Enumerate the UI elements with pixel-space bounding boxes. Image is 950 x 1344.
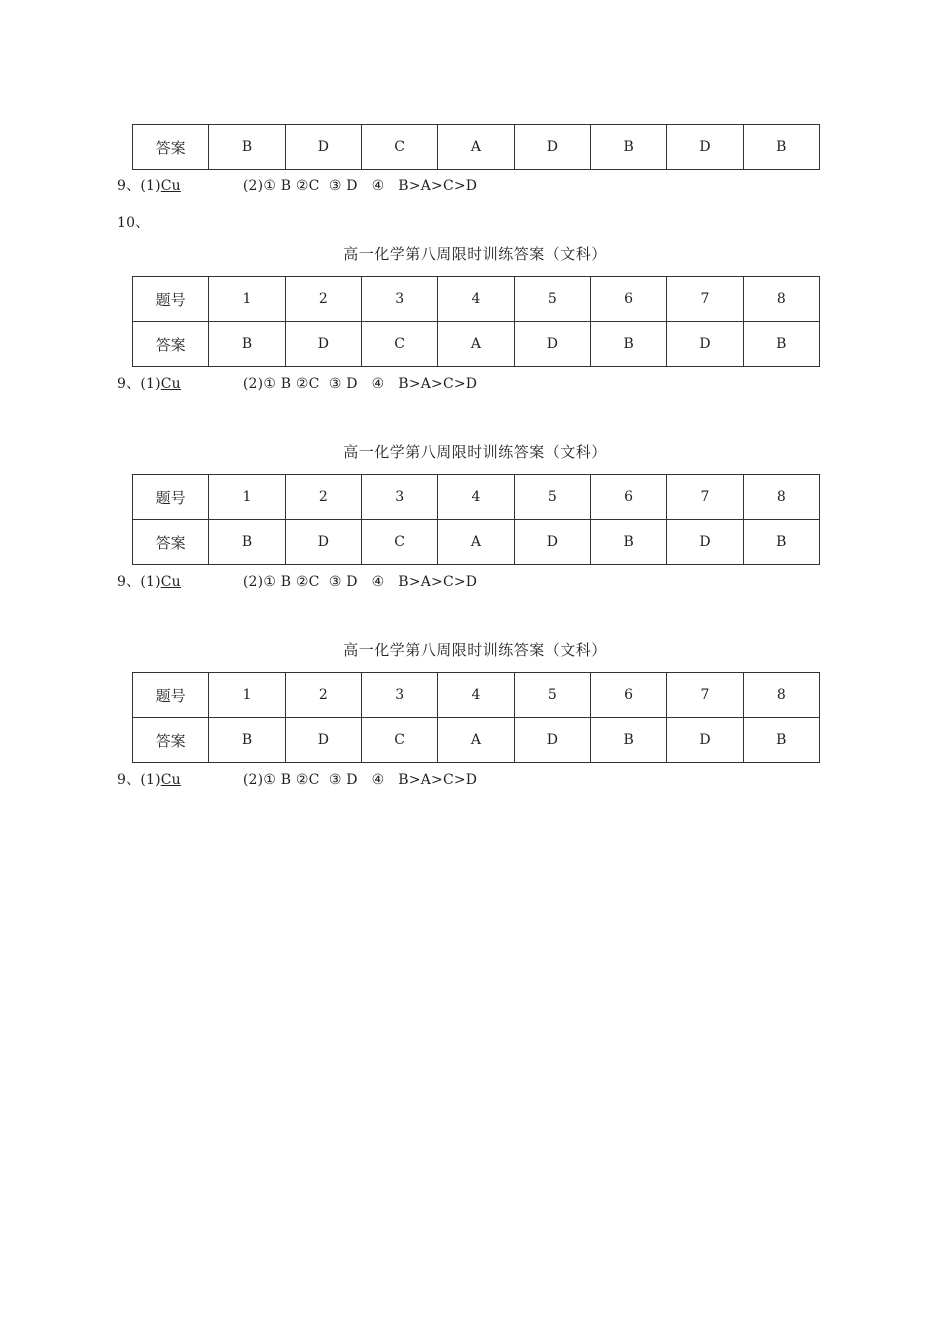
answer-cell-6: B bbox=[590, 125, 666, 170]
number-cell-4: 4 bbox=[438, 277, 514, 322]
answer-cell-7: D bbox=[667, 322, 743, 367]
q9-prefix: 9、 bbox=[117, 772, 141, 788]
q9-answer-line-3 bbox=[117, 769, 477, 789]
answer-row bbox=[133, 322, 820, 367]
answer-cell-8: B bbox=[743, 718, 819, 763]
answer-cell-6: B bbox=[590, 718, 666, 763]
answer-cell-7: D bbox=[667, 718, 743, 763]
answer-cell-2: D bbox=[285, 520, 361, 565]
number-row bbox=[133, 277, 820, 322]
number-cell-4: 4 bbox=[438, 475, 514, 520]
q9-part1: (1) bbox=[140, 376, 161, 392]
answer-cell-8: B bbox=[743, 125, 819, 170]
number-cell-2: 2 bbox=[285, 277, 361, 322]
number-cell-5: 5 bbox=[514, 475, 590, 520]
answer-row-label: 答案 bbox=[133, 125, 209, 170]
answer-cell-4: A bbox=[438, 322, 514, 367]
number-cell-7: 7 bbox=[667, 673, 743, 718]
number-row-label: 题号 bbox=[133, 673, 209, 718]
answer-cell-3: C bbox=[361, 718, 437, 763]
number-row bbox=[133, 673, 820, 718]
q9-part1: (1) bbox=[140, 772, 161, 788]
answer-row bbox=[133, 125, 820, 170]
q9-part1-answer: Cu bbox=[160, 772, 181, 788]
answer-cell-7: D bbox=[667, 520, 743, 565]
number-cell-6: 6 bbox=[590, 475, 666, 520]
q9-part2: (2)① B ②C ③ D ④ B>A>C>D bbox=[242, 178, 478, 194]
q9-part2: (2)① B ②C ③ D ④ B>A>C>D bbox=[242, 772, 478, 788]
q9-prefix: 9、 bbox=[117, 574, 141, 590]
answer-table-3 bbox=[132, 672, 820, 763]
answer-row-label: 答案 bbox=[133, 520, 209, 565]
answer-cell-1: B bbox=[209, 520, 285, 565]
q9-part1: (1) bbox=[140, 574, 161, 590]
q9-part2: (2)① B ②C ③ D ④ B>A>C>D bbox=[242, 574, 478, 590]
answer-cell-8: B bbox=[743, 322, 819, 367]
answer-cell-8: B bbox=[743, 520, 819, 565]
answer-cell-2: D bbox=[285, 322, 361, 367]
number-cell-6: 6 bbox=[590, 277, 666, 322]
answer-cell-3: C bbox=[361, 125, 437, 170]
answer-cell-5: D bbox=[514, 322, 590, 367]
number-cell-8: 8 bbox=[743, 277, 819, 322]
answer-cell-5: D bbox=[514, 718, 590, 763]
number-cell-2: 2 bbox=[285, 475, 361, 520]
answer-table-2 bbox=[132, 474, 820, 565]
answer-cell-4: A bbox=[438, 125, 514, 170]
answer-cell-3: C bbox=[361, 520, 437, 565]
answer-table-1 bbox=[132, 276, 820, 367]
number-cell-7: 7 bbox=[667, 475, 743, 520]
section-title-1: 高一化学第八周限时训练答案（文科） bbox=[343, 245, 607, 263]
answer-cell-6: B bbox=[590, 322, 666, 367]
answer-cell-6: B bbox=[590, 520, 666, 565]
answer-row bbox=[133, 718, 820, 763]
answer-cell-2: D bbox=[285, 718, 361, 763]
number-cell-5: 5 bbox=[514, 277, 590, 322]
answer-row bbox=[133, 520, 820, 565]
q9-part1: (1) bbox=[140, 178, 161, 194]
answer-cell-2: D bbox=[285, 125, 361, 170]
q9-answer-line-1 bbox=[117, 373, 477, 393]
number-cell-1: 1 bbox=[209, 475, 285, 520]
number-row-label: 题号 bbox=[133, 475, 209, 520]
q9-part1-answer: Cu bbox=[160, 574, 181, 590]
section-title-2: 高一化学第八周限时训练答案（文科） bbox=[343, 443, 607, 461]
number-cell-6: 6 bbox=[590, 673, 666, 718]
q9-prefix: 9、 bbox=[117, 376, 141, 392]
answer-cell-4: A bbox=[438, 520, 514, 565]
answer-row-label: 答案 bbox=[133, 718, 209, 763]
q10-label: 10、 bbox=[117, 215, 150, 231]
number-cell-3: 3 bbox=[361, 673, 437, 718]
answer-cell-5: D bbox=[514, 520, 590, 565]
answer-cell-1: B bbox=[209, 125, 285, 170]
number-cell-3: 3 bbox=[361, 475, 437, 520]
answer-cell-1: B bbox=[209, 718, 285, 763]
number-cell-1: 1 bbox=[209, 277, 285, 322]
number-cell-8: 8 bbox=[743, 673, 819, 718]
number-cell-4: 4 bbox=[438, 673, 514, 718]
number-cell-8: 8 bbox=[743, 475, 819, 520]
section-title-3: 高一化学第八周限时训练答案（文科） bbox=[343, 641, 607, 659]
number-cell-5: 5 bbox=[514, 673, 590, 718]
q9-answer-line-2 bbox=[117, 571, 477, 591]
q9-prefix: 9、 bbox=[117, 178, 141, 194]
q9-part1-answer: Cu bbox=[160, 376, 181, 392]
number-cell-7: 7 bbox=[667, 277, 743, 322]
answer-cell-4: A bbox=[438, 718, 514, 763]
answer-cell-1: B bbox=[209, 322, 285, 367]
q9-part1-answer: Cu bbox=[160, 178, 181, 194]
answer-cell-7: D bbox=[667, 125, 743, 170]
answer-row-label: 答案 bbox=[133, 322, 209, 367]
number-cell-3: 3 bbox=[361, 277, 437, 322]
q9-answer-line-0 bbox=[117, 175, 477, 195]
answer-table-0 bbox=[132, 124, 820, 170]
number-cell-2: 2 bbox=[285, 673, 361, 718]
number-cell-1: 1 bbox=[209, 673, 285, 718]
answer-cell-5: D bbox=[514, 125, 590, 170]
number-row-label: 题号 bbox=[133, 277, 209, 322]
answer-cell-3: C bbox=[361, 322, 437, 367]
q9-part2: (2)① B ②C ③ D ④ B>A>C>D bbox=[242, 376, 478, 392]
number-row bbox=[133, 475, 820, 520]
